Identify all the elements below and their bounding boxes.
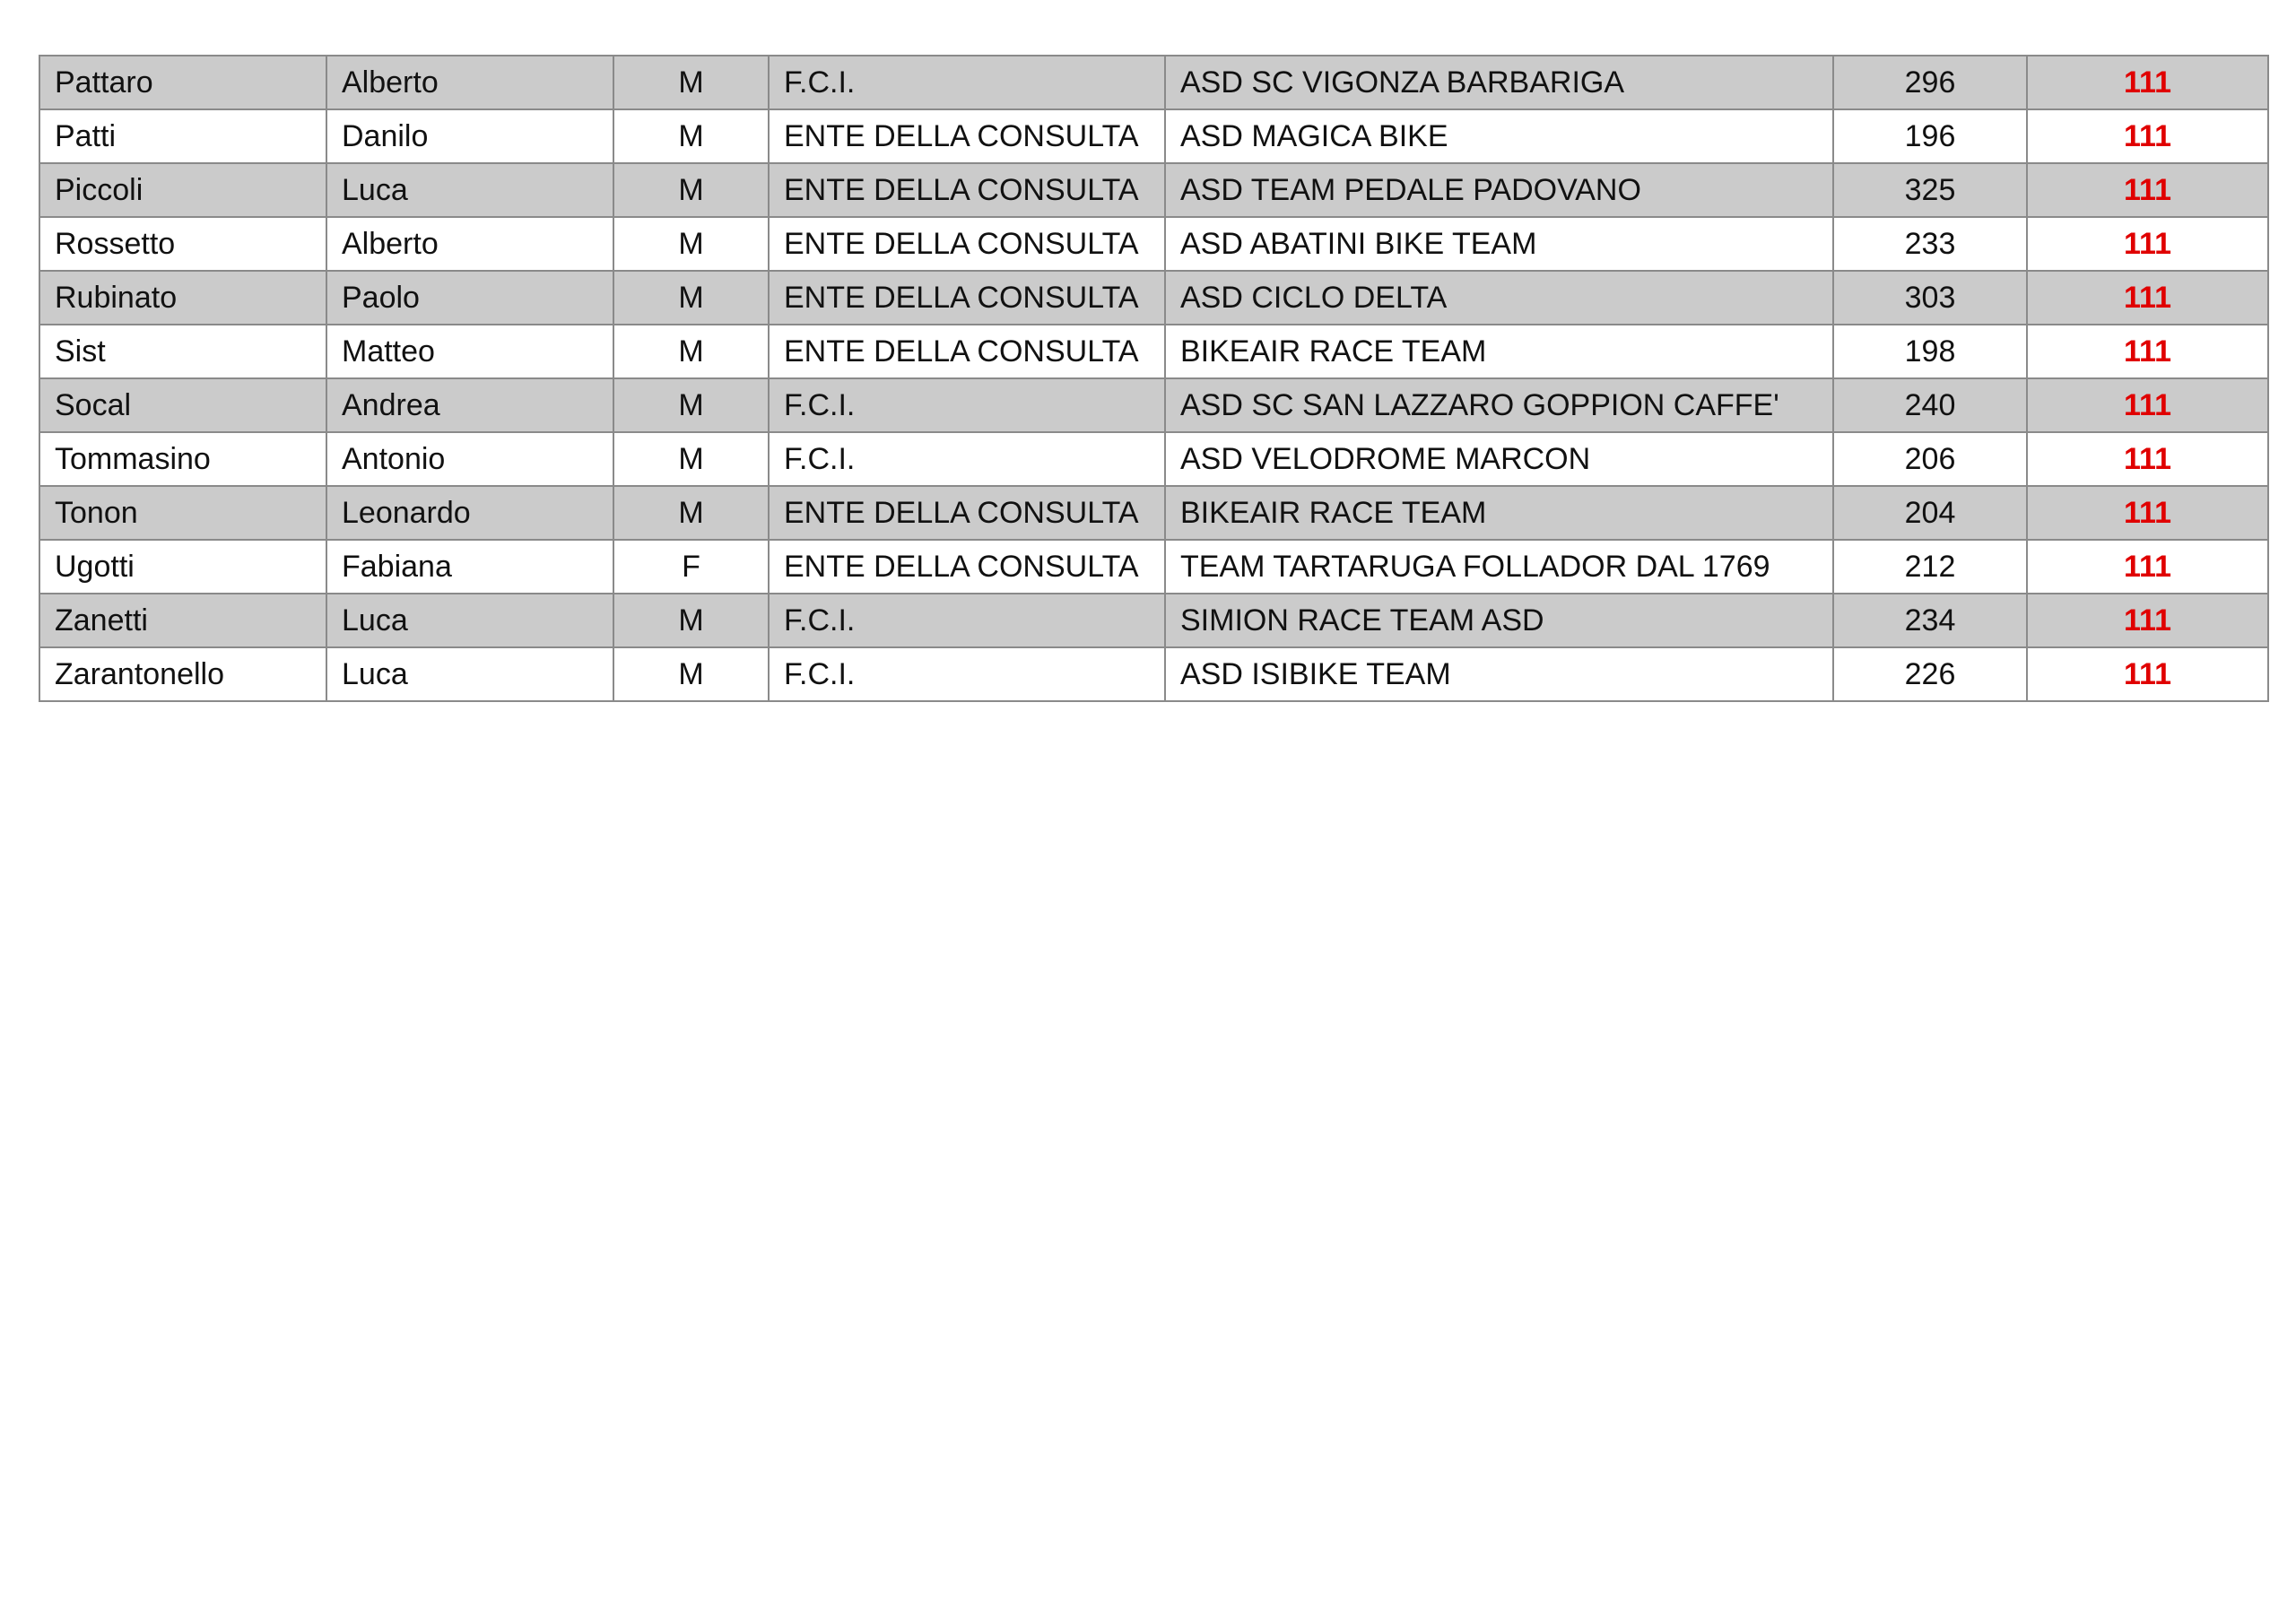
team-cell: ASD SC SAN LAZZARO GOPPION CAFFE' — [1165, 378, 1833, 432]
score-cell: 111 — [2027, 647, 2268, 701]
bib-cell: 233 — [1833, 217, 2027, 271]
table-row — [39, 325, 2268, 378]
name-cell: Luca — [326, 647, 613, 701]
name-cell: Luca — [326, 594, 613, 647]
score-cell: 111 — [2027, 217, 2268, 271]
bib-cell: 234 — [1833, 594, 2027, 647]
name-cell: Leonardo — [326, 486, 613, 540]
sex-cell: M — [613, 217, 769, 271]
federation-cell: ENTE DELLA CONSULTA — [769, 486, 1165, 540]
federation-cell: F.C.I. — [769, 378, 1165, 432]
table-row — [39, 540, 2268, 594]
table-row — [39, 56, 2268, 109]
name-cell: Antonio — [326, 432, 613, 486]
score-cell: 111 — [2027, 378, 2268, 432]
bib-cell: 198 — [1833, 325, 2027, 378]
surname-cell: Rubinato — [39, 271, 326, 325]
federation-cell: ENTE DELLA CONSULTA — [769, 163, 1165, 217]
federation-cell: ENTE DELLA CONSULTA — [769, 540, 1165, 594]
sex-cell: M — [613, 378, 769, 432]
score-cell: 111 — [2027, 594, 2268, 647]
score-cell: 111 — [2027, 56, 2268, 109]
surname-cell: Pattaro — [39, 56, 326, 109]
score-cell: 111 — [2027, 109, 2268, 163]
federation-cell: ENTE DELLA CONSULTA — [769, 217, 1165, 271]
bib-cell: 196 — [1833, 109, 2027, 163]
name-cell: Luca — [326, 163, 613, 217]
surname-cell: Socal — [39, 378, 326, 432]
surname-cell: Sist — [39, 325, 326, 378]
table-row — [39, 378, 2268, 432]
federation-cell: F.C.I. — [769, 647, 1165, 701]
bib-cell: 303 — [1833, 271, 2027, 325]
table-row — [39, 163, 2268, 217]
name-cell: Andrea — [326, 378, 613, 432]
team-cell: ASD CICLO DELTA — [1165, 271, 1833, 325]
sex-cell: F — [613, 540, 769, 594]
sex-cell: M — [613, 163, 769, 217]
team-cell: ASD SC VIGONZA BARBARIGA — [1165, 56, 1833, 109]
federation-cell: ENTE DELLA CONSULTA — [769, 109, 1165, 163]
table-row — [39, 647, 2268, 701]
sex-cell: M — [613, 486, 769, 540]
name-cell: Alberto — [326, 217, 613, 271]
federation-cell: F.C.I. — [769, 56, 1165, 109]
score-cell: 111 — [2027, 271, 2268, 325]
sex-cell: M — [613, 647, 769, 701]
table-row — [39, 271, 2268, 325]
federation-cell: F.C.I. — [769, 432, 1165, 486]
table-row — [39, 432, 2268, 486]
surname-cell: Ugotti — [39, 540, 326, 594]
sex-cell: M — [613, 56, 769, 109]
surname-cell: Rossetto — [39, 217, 326, 271]
score-cell: 111 — [2027, 486, 2268, 540]
surname-cell: Tonon — [39, 486, 326, 540]
table-row — [39, 486, 2268, 540]
sex-cell: M — [613, 109, 769, 163]
score-cell: 111 — [2027, 163, 2268, 217]
table-row — [39, 594, 2268, 647]
bib-cell: 204 — [1833, 486, 2027, 540]
surname-cell: Patti — [39, 109, 326, 163]
federation-cell: F.C.I. — [769, 594, 1165, 647]
sex-cell: M — [613, 594, 769, 647]
bib-cell: 206 — [1833, 432, 2027, 486]
score-cell: 111 — [2027, 325, 2268, 378]
team-cell: SIMION RACE TEAM ASD — [1165, 594, 1833, 647]
name-cell: Paolo — [326, 271, 613, 325]
federation-cell: ENTE DELLA CONSULTA — [769, 325, 1165, 378]
team-cell: BIKEAIR RACE TEAM — [1165, 325, 1833, 378]
table-row — [39, 217, 2268, 271]
name-cell: Danilo — [326, 109, 613, 163]
name-cell: Alberto — [326, 56, 613, 109]
surname-cell: Piccoli — [39, 163, 326, 217]
surname-cell: Tommasino — [39, 432, 326, 486]
team-cell: ASD ISIBIKE TEAM — [1165, 647, 1833, 701]
surname-cell: Zanetti — [39, 594, 326, 647]
surname-cell: Zarantonello — [39, 647, 326, 701]
sex-cell: M — [613, 325, 769, 378]
bib-cell: 240 — [1833, 378, 2027, 432]
bib-cell: 226 — [1833, 647, 2027, 701]
name-cell: Matteo — [326, 325, 613, 378]
table-row — [39, 109, 2268, 163]
sex-cell: M — [613, 271, 769, 325]
bib-cell: 296 — [1833, 56, 2027, 109]
sex-cell: M — [613, 432, 769, 486]
team-cell: ASD MAGICA BIKE — [1165, 109, 1833, 163]
score-cell: 111 — [2027, 432, 2268, 486]
federation-cell: ENTE DELLA CONSULTA — [769, 271, 1165, 325]
score-cell: 111 — [2027, 540, 2268, 594]
team-cell: ASD VELODROME MARCON — [1165, 432, 1833, 486]
name-cell: Fabiana — [326, 540, 613, 594]
team-cell: ASD ABATINI BIKE TEAM — [1165, 217, 1833, 271]
bib-cell: 325 — [1833, 163, 2027, 217]
results-table — [39, 55, 2269, 702]
bib-cell: 212 — [1833, 540, 2027, 594]
team-cell: ASD TEAM PEDALE PADOVANO — [1165, 163, 1833, 217]
team-cell: TEAM TARTARUGA FOLLADOR DAL 1769 — [1165, 540, 1833, 594]
team-cell: BIKEAIR RACE TEAM — [1165, 486, 1833, 540]
